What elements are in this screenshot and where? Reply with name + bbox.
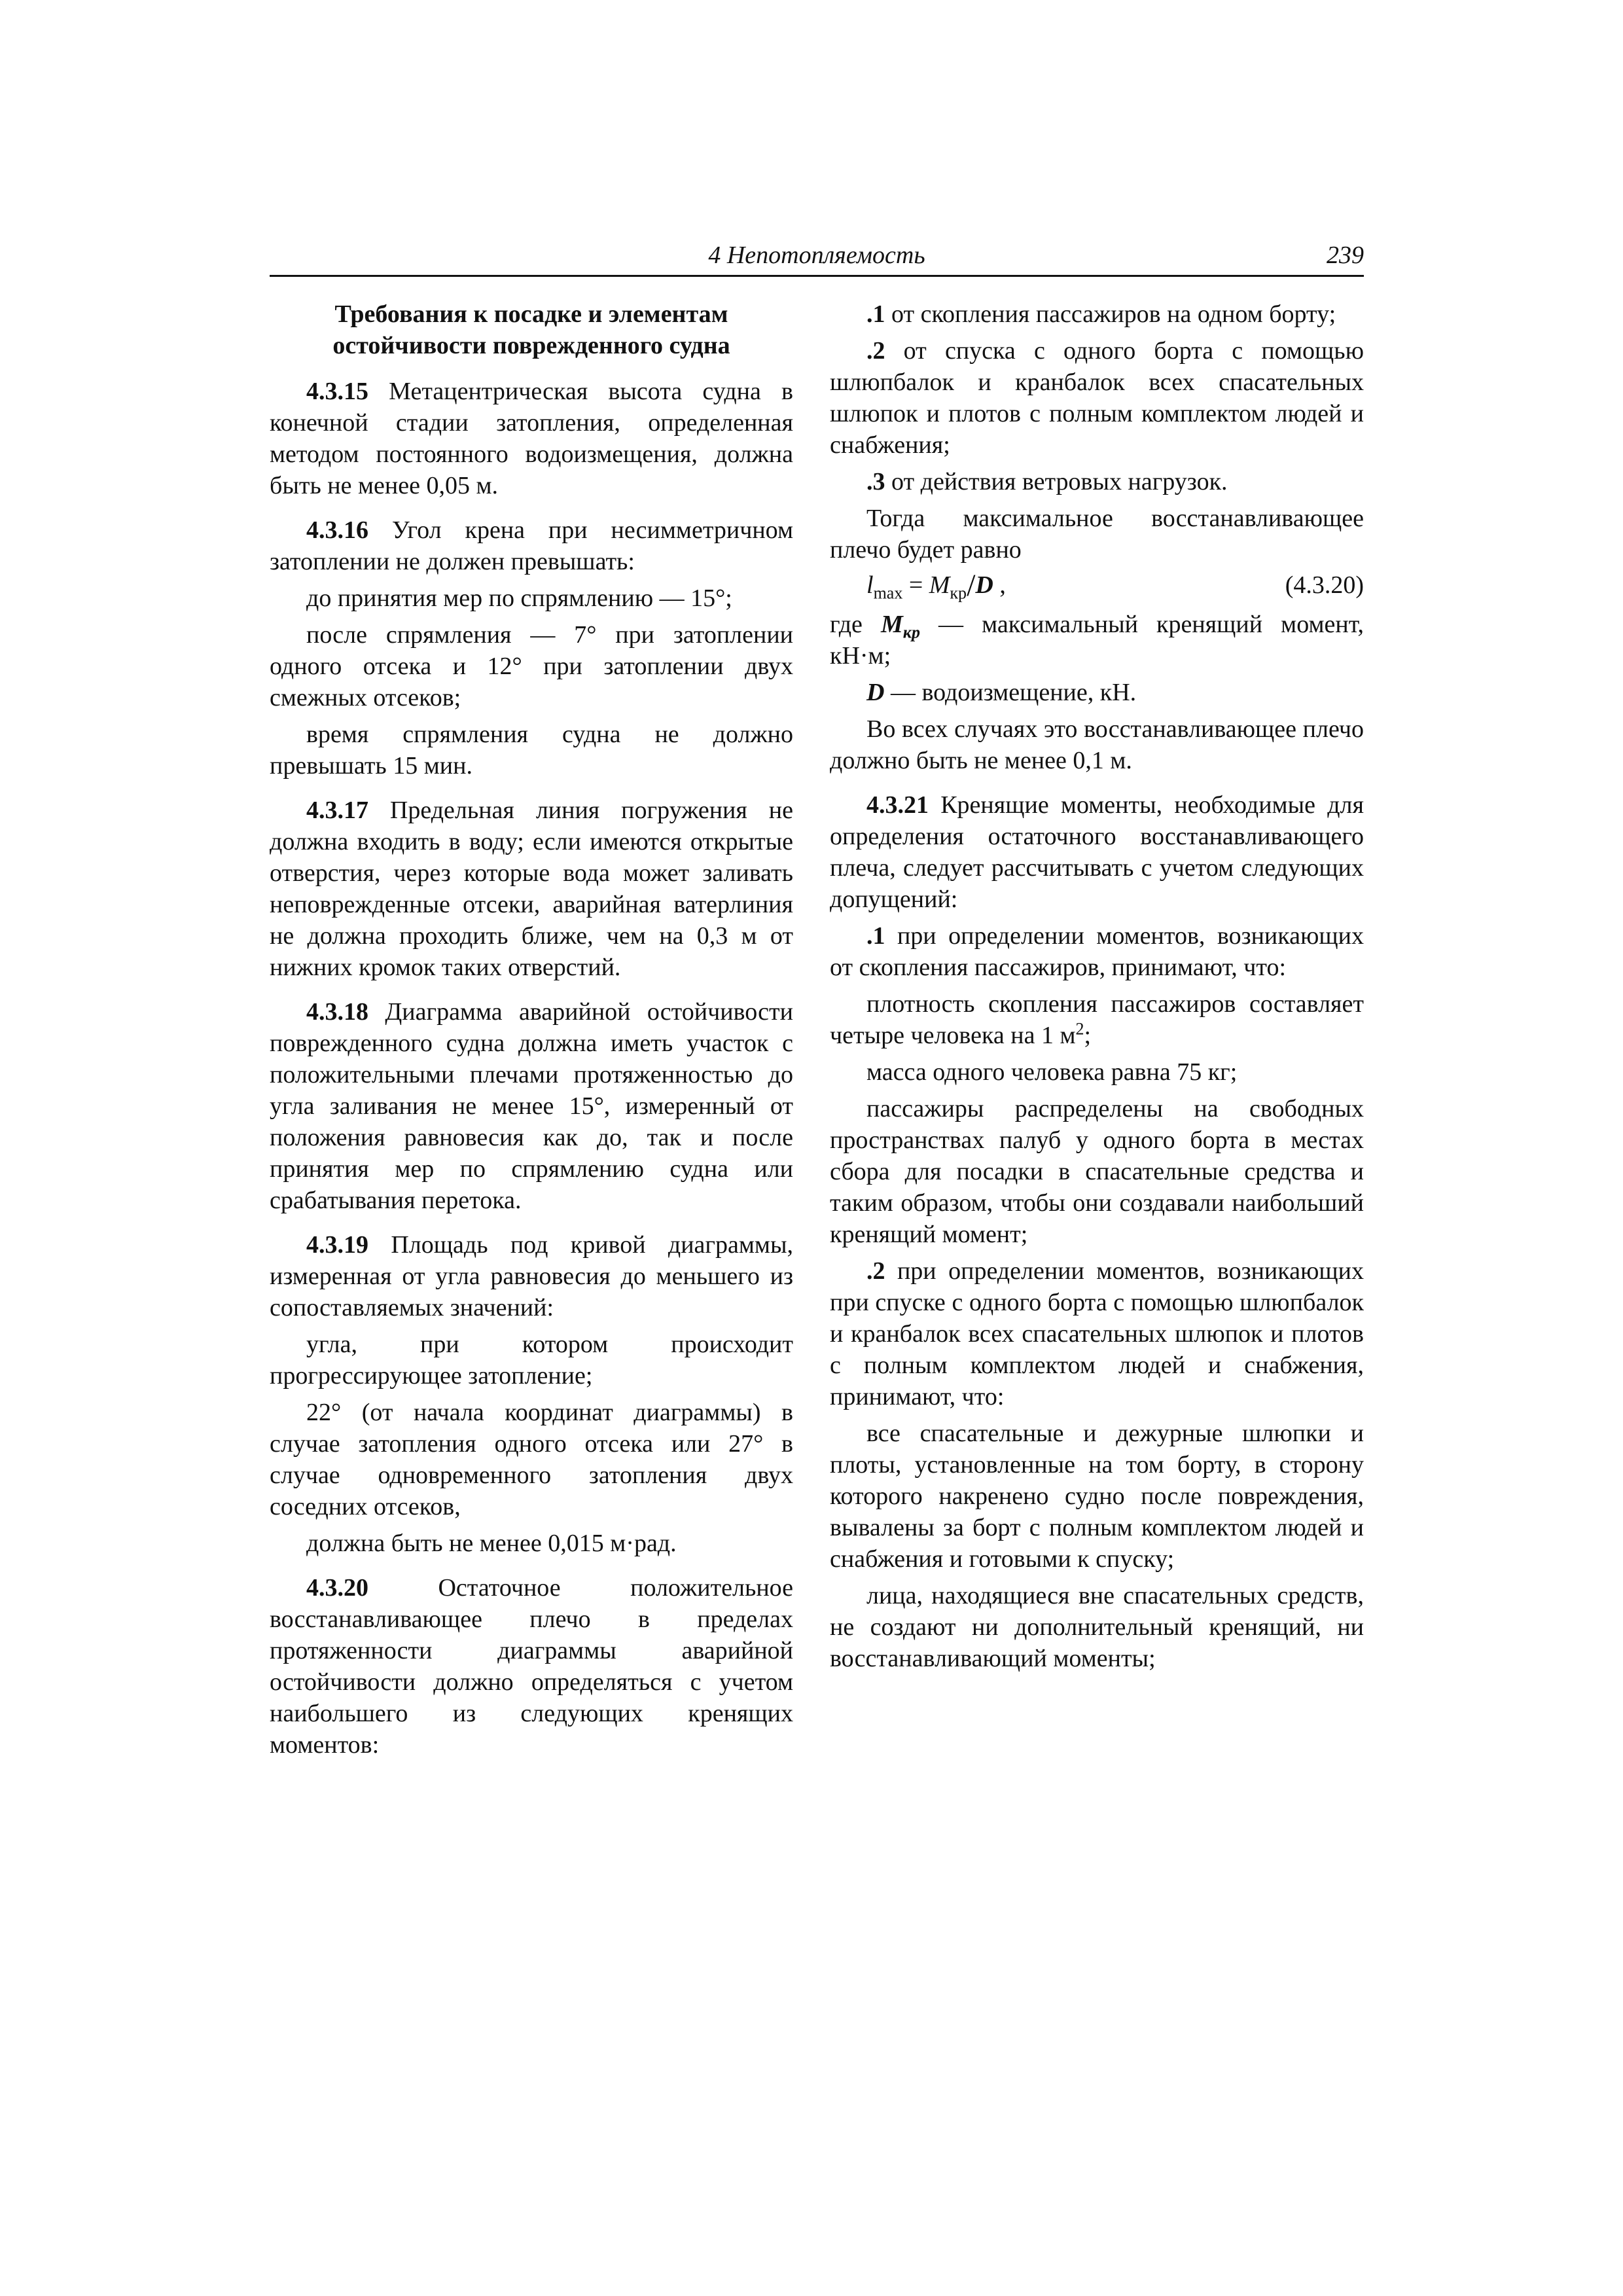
list-item: масса одного человека равна 75 кг; (866, 1058, 1238, 1086)
list-item: .2 от спуска с одного борта с помощью шлюпбалок и кранбалок всех спасательных шлюпок и плотов с полным комплектом людей и снабжения; (830, 337, 1364, 459)
list-item: все спасательные и дежурные шлюпки и плоты, установленные на том борту, в сторону которого накренено судно после повреждения, вывалены за борт с полным комплектом людей и снабжения и готовыми к спуску; (830, 1420, 1364, 1573)
running-header (270, 241, 1364, 277)
list-item: пассажиры распределены на свободных пространствах палуб у одного борта в местах сбора для посадки в спасательные средства и таким образом, чтобы они создавали наибольший кренящий момент; (830, 1095, 1364, 1248)
formula-expression: $l_{max} = M_{кр}/D$ , (866, 568, 1006, 603)
paragraph-4-3-20: 4.3.20 Остаточное положительное восстанавливающее плечо в пределах протяженности диаграммы аварийной остойчивости должно определяться с учетом наибольшего из следующих кренящих моментов: (270, 1574, 793, 1759)
list-item: угла, при котором происходит прогрессирующее затопление; (270, 1331, 793, 1390)
paragraph-4-3-21: 4.3.21 Кренящие моменты, необходимые для определения остаточного восстанавливающего плеча, следует рассчитывать с учетом следующих допущений: (830, 791, 1364, 913)
paragraph-4-3-16: 4.3.16 Угол крена при несимметричном затоплении не должен превышать: (270, 516, 793, 575)
list-item: время спрямления судна не должно превышать 15 мин. (270, 721, 793, 780)
list-item: .1 от скопления пассажиров на одном борту; (866, 300, 1336, 328)
list-item: до принятия мер по спрямлению — 15°; (306, 584, 732, 612)
paragraph-4-3-18: 4.3.18 Диаграмма аварийной остойчивости поврежденного судна должна иметь участок с положительными плечами протяженностью до угла заливания не менее 15°, измеренный от положения равновесия как до, так и после принятия мер по спрямлению судна или срабатывания перетока. (270, 998, 793, 1214)
page-number: 239 (1327, 242, 1364, 269)
list-item: .2 при определении моментов, возникающих при спуске с одного борта с помощью шлюпбалок и кранбалок всех спасательных шлюпок и плотов с полным комплектом людей и снабжения, принимают, что: (830, 1257, 1364, 1410)
list-item: плотность скопления пассажиров составляет четыре человека на 1 $м^2$; (830, 990, 1364, 1049)
formula-number: (4.3.20) (1285, 571, 1364, 599)
formula-4-3-20 (830, 569, 1364, 609)
list-item: .3 от действия ветровых нагрузок. (866, 468, 1228, 495)
chapter-title: 4 Непотопляемость (708, 242, 925, 269)
list-item: после спрямления — 7° при затоплении одного отсека и 12° при затоплении двух смежных отсеков; (270, 621, 793, 711)
list-item: лица, находящиеся вне спасательных средств, не создают ни дополнительный кренящий, ни восстанавливающий моменты; (830, 1582, 1364, 1672)
section-heading: Требования к посадке и элементам остойчивости поврежденного судна (332, 300, 730, 359)
paragraph: Тогда максимальное восстанавливающее плечо будет равно (830, 505, 1364, 564)
formula-legend: D — водоизмещение, кН. (866, 679, 1137, 706)
list-item: 22° (от начала координат диаграммы) в случае затопления одного отсека или 27° в случае одновременного затопления двух соседних отсеков, (270, 1399, 793, 1520)
right-column (830, 298, 1364, 1674)
list-item: .1 при определении моментов, возникающих от скопления пассажиров, принимают, что: (830, 922, 1364, 981)
formula-legend: где $M_{кр}$ — максимальный кренящий момент, кН·м; (830, 611, 1364, 670)
list-item: должна быть не менее 0,015 м·рад. (306, 1530, 677, 1557)
paragraph-4-3-15: 4.3.15 Метацентрическая высота судна в конечной стадии затопления, определенная методом постоянного водоизмещения, должна быть не менее 0,05 м. (270, 378, 793, 499)
paragraph: Во всех случаях это восстанавливающее плечо должно быть не менее 0,1 м. (830, 715, 1364, 774)
paragraph-4-3-19: 4.3.19 Площадь под кривой диаграммы, измеренная от угла равновесия до меньшего из сопоставляемых значений: (270, 1231, 793, 1321)
paragraph-4-3-17: 4.3.17 Предельная линия погружения не должна входить в воду; если имеются открытые отверстия, через которые вода может заливать неповрежденные отсеки, аварийная ватерлиния не должна проходить ближе, чем на 0,3 м от нижних кромок таких отверстий. (270, 797, 793, 981)
left-column (270, 298, 793, 1761)
